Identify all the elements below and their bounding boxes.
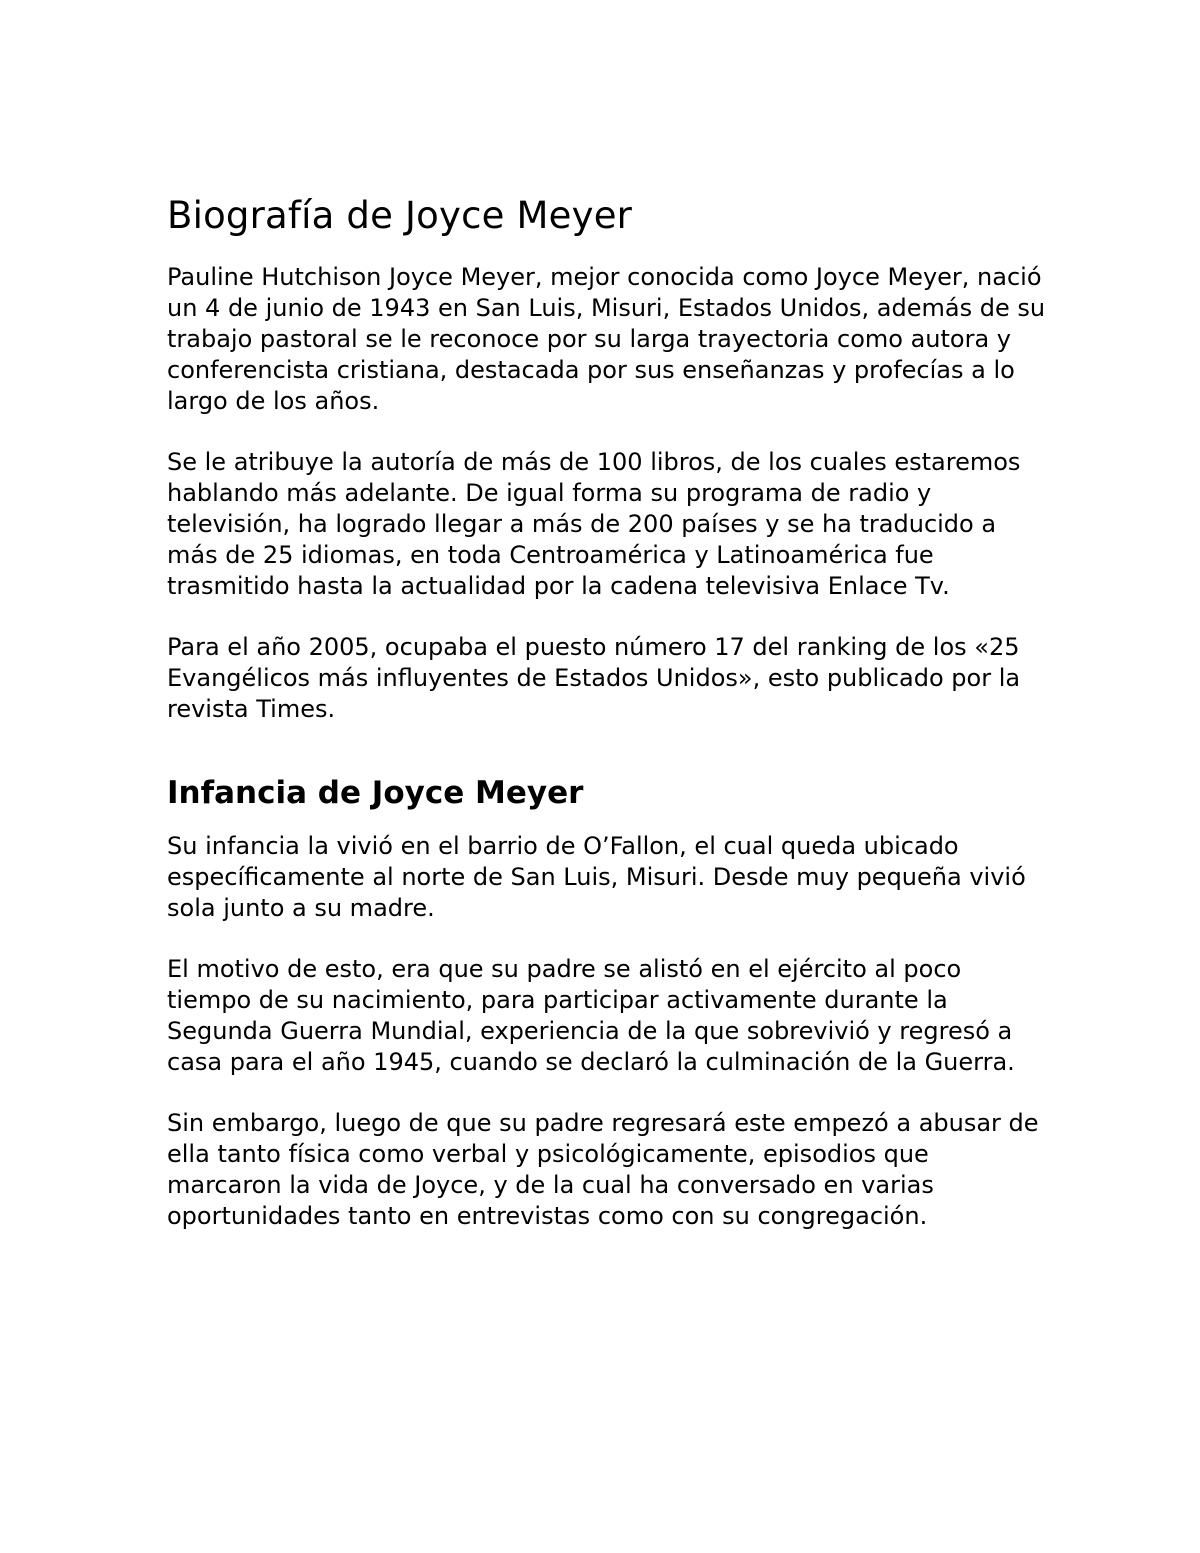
section-paragraph-1: Su infancia la vivió en el barrio de O’Fallon, el cual queda ubicado específicamente al norte de San Luis, Misuri. Desde muy pequeña vivió sola junto a su madre. — [167, 832, 1026, 922]
document-title: Biografía de Joyce Meyer — [167, 194, 633, 237]
section-heading-infancia: Infancia de Joyce Meyer — [167, 775, 584, 811]
intro-paragraph-2: Se le atribuye la autoría de más de 100 libros, de los cuales estaremos hablando más adelante. De igual forma su programa de radio y televisión, ha logrado llegar a más de 200 países y se ha traducido a más de 25 idiomas, en toda Centroamérica y Latinoamérica fue trasmitido hasta la actualidad por la cadena televisiva Enlace Tv. — [167, 448, 1021, 600]
intro-paragraph-1: Pauline Hutchison Joyce Meyer, mejor conocida como Joyce Meyer, nació un 4 de junio de 1943 en San Luis, Misuri, Estados Unidos, además de su trabajo pastoral se le reconoce por su larga trayectoria como autora y conferencista cristiana, destacada por sus enseñanzas y profecías a lo largo de los años. — [167, 263, 1046, 415]
intro-paragraph-3: Para el año 2005, ocupaba el puesto número 17 del ranking de los «25 Evangélicos más influyentes de Estados Unidos», esto publicado por la revista Times. — [167, 633, 1021, 723]
section-paragraph-3: Sin embargo, luego de que su padre regresará este empezó a abusar de ella tanto física como verbal y psicológicamente, episodios que marcaron la vida de Joyce, y de la cual ha conversado en varias oportunidades tanto en entrevistas como con su congregación. — [167, 1109, 1039, 1230]
section-paragraph-2: El motivo de esto, era que su padre se alistó en el ejército al poco tiempo de su nacimiento, para participar activamente durante la Segunda Guerra Mundial, experiencia de la que sobrevivió y regresó a casa para el año 1945, cuando se declaró la culminación de la Guerra. — [167, 955, 1015, 1076]
document-page — [167, 190, 1047, 1262]
